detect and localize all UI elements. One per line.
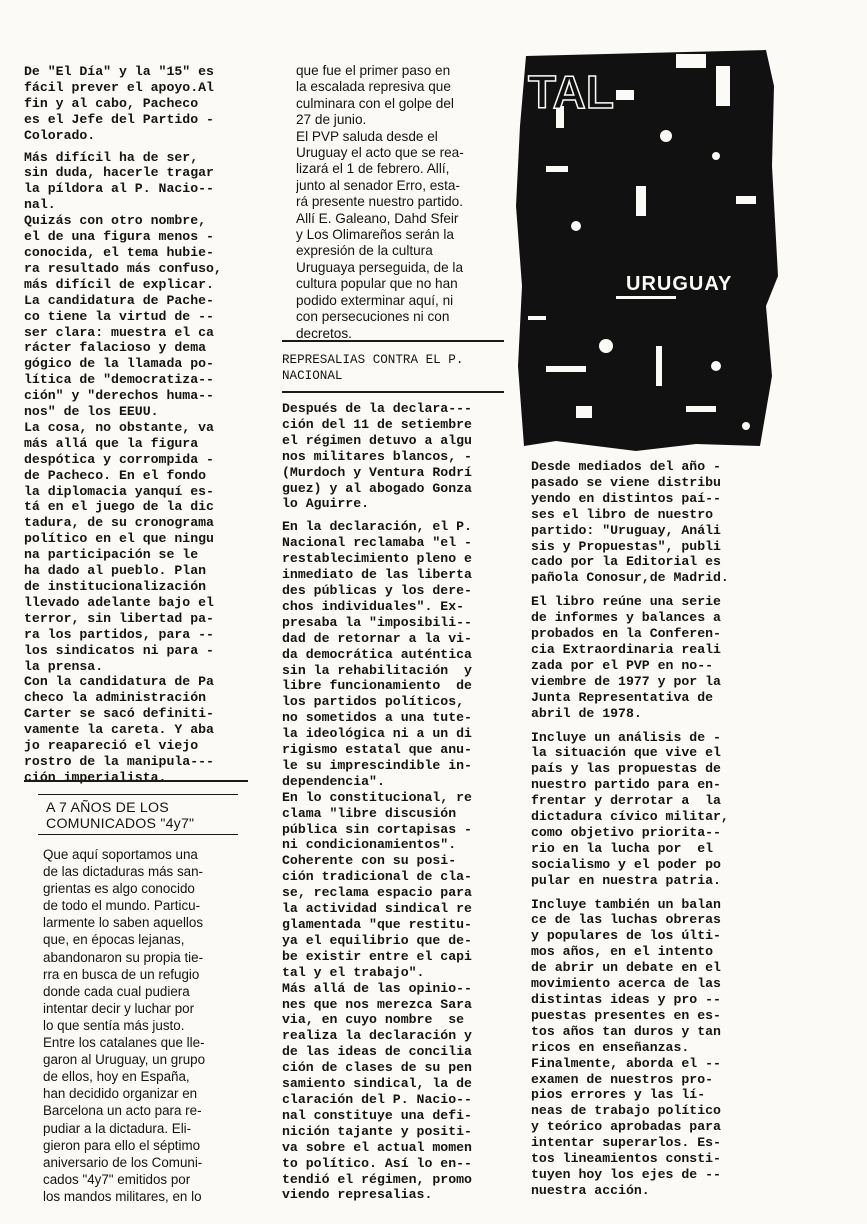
text-line: probados en la Conferen-: [531, 626, 721, 642]
text-line: ción imperialista.: [24, 769, 167, 785]
text-line: y teórico aprobadas para: [531, 1119, 721, 1135]
text-line: expresión de la cultura: [296, 243, 433, 259]
text-line: cados "4y7" emitidos por: [43, 1171, 191, 1187]
text-line: Después de la declara---: [282, 401, 472, 416]
text-line: libre funcionamiento de: [282, 678, 472, 694]
text-line: realiza la declaración y: [282, 1028, 472, 1044]
text-line: llevado adelante bajo el: [24, 594, 214, 610]
text-line: De "El Día" y la "15" es: [24, 64, 214, 79]
text-line: grientas es algo conocido: [43, 881, 195, 897]
text-line: samiento sindical, la de: [282, 1076, 472, 1092]
text-line: nición tajante y positi-: [282, 1123, 472, 1139]
text-line: país y las propuestas de: [531, 761, 721, 777]
text-line: se, reclama espacio para: [282, 885, 472, 901]
article-paragraph: [531, 594, 771, 721]
column-3-article: [531, 459, 771, 1199]
text-line: le su imprescindible in-: [282, 757, 472, 773]
text-line: de las dictaduras más san-: [43, 864, 204, 880]
text-line: gieron para ello el séptimo: [43, 1137, 201, 1153]
text-line: El libro reúne una serie: [531, 594, 721, 610]
text-line: que, en épocas lejanas,: [43, 932, 185, 948]
box-heading-line: COMUNICADOS "4y7": [46, 816, 195, 832]
text-line: y Los Olimareños serán la: [296, 227, 454, 243]
text-line: cia Extraordinaria reali: [531, 641, 721, 657]
text-line: cultura popular que no han: [296, 276, 458, 292]
text-line: examen de nuestros pro-: [531, 1071, 714, 1087]
text-line: checo la administración: [24, 690, 207, 706]
text-line: podido exterminar aquí, ni: [296, 292, 454, 308]
text-line: de institucionalización: [24, 579, 207, 594]
text-line: conocida, el tema hubie-: [24, 244, 214, 260]
text-line: lítica de "democratiza--: [24, 372, 214, 388]
text-line: tuyen hoy los ejes de --: [531, 1166, 721, 1182]
text-line: Carter se sacó definiti-: [24, 706, 214, 722]
text-line: Junta Representativa de: [531, 689, 714, 705]
text-line: han decidido organizar en: [43, 1086, 198, 1102]
article-paragraph: [24, 150, 260, 786]
text-line: sin la rehabilitación y: [282, 662, 472, 678]
text-line: político en el que ningu: [24, 531, 214, 547]
text-line: pública sin cortapisas -: [282, 821, 472, 837]
text-line: ha dado al pueblo. Plan: [24, 563, 207, 579]
text-line: mos años, en el intento: [531, 944, 714, 960]
text-line: los sindicatos ni para -: [24, 642, 214, 658]
text-line: El PVP saluda desde el: [296, 128, 438, 144]
text-line: la escalada represiva que: [296, 79, 451, 95]
text-line: Finalmente, aborda el --: [531, 1055, 721, 1071]
text-line: junto al senador Erro, esta-: [296, 177, 460, 193]
text-line: inmediato de las liberta: [282, 567, 472, 583]
text-line: nal.: [24, 197, 56, 213]
text-line: rácter falacioso y dema: [24, 340, 207, 356]
text-line: Más allá de las opinio--: [282, 980, 472, 996]
poster-top-text: TAL: [528, 66, 615, 118]
text-line: dependencia".: [282, 773, 385, 789]
text-line: dictadura cívico militar,: [531, 809, 729, 825]
text-line: jo reapareció el viejo: [24, 738, 199, 754]
text-line: lo que sentía más justo.: [43, 1017, 185, 1033]
text-line: tos lineamientos consti-: [531, 1151, 721, 1167]
text-line: decretos.: [296, 325, 352, 341]
text-line: socialismo y el poder po: [531, 856, 721, 872]
text-line: Más difícil ha de ser,: [24, 149, 199, 165]
text-line: de abrir un debate en el: [531, 960, 721, 976]
text-line: aniversario de los Comuni-: [43, 1154, 203, 1170]
text-line: y populares de los últi-: [531, 928, 721, 944]
poster-label: URUGUAY: [626, 273, 733, 295]
text-line: (Murdoch y Ventura Rodrí: [282, 464, 472, 480]
text-line: Allí E. Galeano, Dahd Sfeir: [296, 210, 459, 226]
text-line: sin duda, hacerle tragar: [24, 165, 214, 181]
text-line: ses el libro de nuestro: [531, 506, 714, 522]
text-line: rio en la lucha por el: [531, 840, 714, 856]
text-line: na participación se le: [24, 547, 199, 563]
box-heading-rule: [38, 834, 238, 835]
text-line: no sometidos a una tute-: [282, 710, 472, 726]
article-paragraph: [531, 730, 771, 889]
column-1-divider: [24, 780, 248, 782]
text-line: Coherente con su posi-: [282, 853, 457, 869]
text-line: más difícil de explicar.: [24, 276, 214, 292]
text-line: nos" de los EEUU.: [24, 404, 159, 420]
text-line: más allá que la figura: [24, 435, 199, 451]
text-line: yendo en distintos paí--: [531, 490, 721, 506]
text-line: En la declaración, el P.: [282, 519, 472, 535]
text-line: es el Jefe del Partido -: [24, 111, 214, 127]
text-line: movimiento acerca de las: [531, 976, 721, 992]
text-line: glamentada "que restitu-: [282, 917, 472, 932]
text-line: tendió el régimen, promo: [282, 1171, 472, 1187]
text-line: pular en nuestra patria.: [531, 872, 721, 888]
text-line: viembre de 1977 y por la: [531, 673, 721, 689]
text-line: de Pacheco. En el fondo: [24, 467, 207, 483]
text-line: nos militares blancos, -: [282, 448, 472, 464]
box-top-rule: [38, 794, 238, 795]
text-line: Entre los catalanes que lle-: [43, 1035, 205, 1051]
text-line: la prensa.: [24, 658, 104, 674]
text-line: Barcelona un acto para re-: [43, 1103, 202, 1119]
text-line: va sobre el actual momen: [282, 1139, 472, 1155]
text-line: Uruguay el acto que se rea-: [296, 145, 464, 161]
box-heading-line: A 7 AÑOS DE LOS: [46, 800, 169, 816]
text-line: lo Aguirre.: [282, 496, 370, 512]
text-line: rostro de la manipula---: [24, 753, 214, 769]
text-line: ción" y "derechos huma--: [24, 388, 214, 404]
text-line: con persecuciones ni con: [296, 309, 450, 325]
text-line: pañola Conosur,de Madrid.: [531, 570, 729, 586]
text-line: viendo represalias.: [282, 1187, 433, 1203]
text-line: ción de clases de su pen: [282, 1060, 472, 1076]
article-paragraph: [282, 519, 516, 1203]
text-line: la situación que vive el: [531, 745, 721, 761]
text-line: la píldora al P. Nacio--: [24, 181, 214, 197]
text-line: be existir entre el capi: [282, 948, 472, 964]
text-line: neas de trabajo político: [531, 1103, 721, 1119]
text-line: abril de 1978.: [531, 705, 642, 721]
column-2-continuation: [296, 63, 496, 342]
represalias-article: [282, 401, 516, 1203]
box-body: [43, 846, 248, 1205]
text-line: tos años tan duros y tan: [531, 1023, 721, 1039]
text-line: intentar superarlos. Es-: [531, 1135, 721, 1151]
text-line: Uruguaya perseguida, de la: [296, 259, 464, 275]
text-line: gógico de la llamada po-: [24, 356, 214, 372]
text-line: Desde mediados del año -: [531, 459, 721, 474]
text-line: claración del P. Nacio--: [282, 1091, 472, 1107]
text-line: larmente lo saben aquellos: [43, 915, 204, 931]
text-line: el de una figura menos -: [24, 229, 214, 245]
text-line: ser clara: muestra el ca: [24, 324, 214, 340]
text-line: nuestro partido para en-: [531, 777, 721, 793]
text-line: como objetivo priorita--: [531, 824, 721, 840]
text-line: La candidatura de Pache-: [24, 292, 214, 308]
text-line: ra resultado más confuso,: [24, 260, 222, 276]
text-line: garon al Uruguay, un grupo: [43, 1052, 206, 1068]
text-line: restablecimiento pleno e: [282, 551, 472, 567]
text-line: partido: "Uruguay, Análi: [531, 522, 721, 538]
text-line: zada por el PVP en no--: [531, 657, 714, 673]
text-line: vamente la careta. Y aba: [24, 722, 214, 738]
text-line: que fue el primer paso en: [296, 63, 451, 78]
text-line: despótica y corrompida -: [24, 451, 214, 467]
text-line: ricos en enseñanzas.: [531, 1039, 690, 1055]
text-line: nuestra acción.: [531, 1182, 650, 1198]
text-line: guez) y al abogado Gonza: [282, 480, 472, 496]
text-line: ción del 11 de setiembre: [282, 416, 472, 432]
text-line: la ideológica ni a un di: [282, 726, 472, 742]
text-line: presaba la "imposibili--: [282, 614, 472, 630]
text-line: ra los partidos, para --: [24, 626, 214, 642]
text-line: cado por la Editorial es: [531, 554, 721, 570]
text-line: Nacional reclamaba "el -: [282, 535, 472, 551]
text-line: intentar decir y luchar por: [43, 1000, 195, 1016]
text-line: via, en cuyo nombre se: [282, 1012, 465, 1028]
text-line: culminara con el golpe del: [296, 95, 454, 111]
text-line: pasado se viene distribu: [531, 474, 721, 490]
text-line: terror, sin libertad pa-: [24, 610, 214, 626]
text-line: abandonaron su propia tie-: [43, 949, 204, 965]
text-line: chos individuales". Ex-: [282, 598, 465, 614]
text-line: ce de las luchas obreras: [531, 912, 721, 928]
represalias-heading: [282, 352, 463, 384]
article-paragraph: [531, 459, 771, 586]
text-line: des públicas y los dere-: [282, 582, 472, 598]
text-line: frentar y derrotar a la: [531, 793, 721, 809]
text-line: de las ideas de concilia: [282, 1044, 472, 1060]
text-line: lizará el 1 de febrero. Allí,: [296, 161, 450, 177]
text-line: de todo el mundo. Particu-: [43, 898, 201, 914]
text-line: rigismo estatal que anu-: [282, 742, 472, 758]
text-line: pios errores y las lí-: [531, 1087, 706, 1103]
text-line: Con la candidatura de Pa: [24, 674, 214, 690]
uruguay-poster-image: [516, 46, 778, 456]
column-1-article: [24, 64, 260, 786]
text-line: fin y al cabo, Pacheco: [24, 95, 199, 111]
text-line: los mandos militares, en lo: [43, 1188, 202, 1204]
text-line: rra en busca de un refugio: [43, 966, 200, 982]
text-line: Que aquí soportamos una: [43, 847, 198, 862]
text-line: de informes y balances a: [531, 610, 721, 626]
text-line: En lo constitucional, re: [282, 789, 472, 805]
article-paragraph: [24, 64, 260, 144]
text-line: Colorado.: [24, 127, 96, 143]
text-line: ción tradicional de cla-: [282, 869, 472, 885]
text-line: to político. Así lo en--: [282, 1155, 472, 1171]
text-line: nes que nos merezca Sara: [282, 996, 472, 1012]
text-line: Quizás con otro nombre,: [24, 213, 207, 229]
text-line: Incluye un análisis de -: [531, 729, 721, 745]
text-line: la actividad sindical re: [282, 901, 472, 917]
text-line: los partidos políticos,: [282, 694, 465, 710]
text-line: el régimen detuvo a algu: [282, 432, 472, 448]
text-line: 27 de junio.: [296, 112, 367, 128]
text-line: co tiene la virtud de --: [24, 308, 214, 324]
box-heading: [46, 800, 194, 832]
text-line: puestas presentes en es-: [531, 1007, 721, 1023]
text-line: fácil prever el apoyo.Al: [24, 79, 214, 95]
text-line: pudiar a la dictadura. Eli-: [43, 1120, 192, 1136]
text-line: da democrática auténtica: [282, 646, 472, 662]
text-line: la diplomacia yanquí es-: [24, 483, 214, 499]
text-line: tal y el trabajo".: [282, 964, 425, 980]
section-heading-rule: [282, 391, 504, 393]
text-line: nal constituye una defi-: [282, 1107, 472, 1123]
article-paragraph: [282, 401, 516, 512]
text-line: tá en el juego de la dic: [24, 499, 214, 515]
text-line: Incluye también un balan: [531, 896, 721, 912]
text-line: de ellos, hoy en España,: [43, 1069, 190, 1085]
text-line: tadura, de su cronograma: [24, 515, 214, 531]
text-line: ya el equilibrio que de-: [282, 932, 472, 948]
text-line: donde cada cual pudiera: [43, 983, 190, 999]
text-line: clama "libre discusión: [282, 805, 457, 821]
heading-line: NACIONAL: [282, 369, 343, 383]
text-line: ni condicionamientos".: [282, 837, 457, 853]
section-top-rule: [282, 340, 504, 342]
text-line: distintas ideas y pro --: [531, 992, 721, 1007]
heading-line: REPRESALIAS CONTRA EL P.: [282, 353, 464, 367]
text-line: sis y Propuestas", publi: [531, 538, 721, 554]
text-line: rá presente nuestro partido.: [296, 194, 464, 210]
article-paragraph: [531, 897, 771, 1199]
text-line: La cosa, no obstante, va: [24, 419, 214, 435]
text-line: dad de retornar a la vi-: [282, 630, 472, 646]
